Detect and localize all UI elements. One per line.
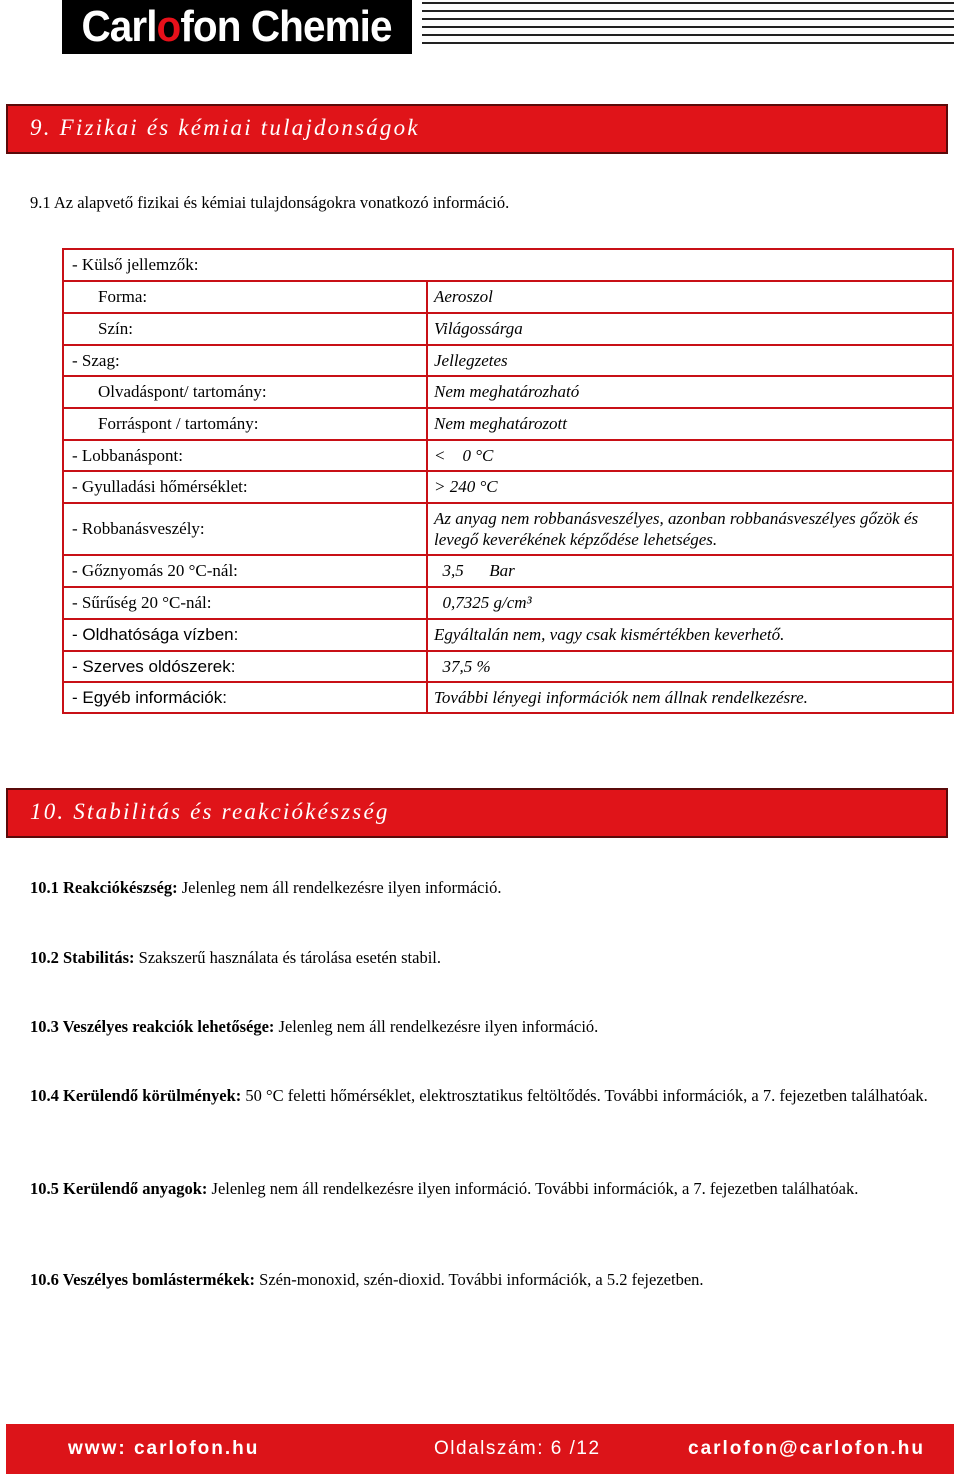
row-value: Az anyag nem robbanásveszélyes, azonban robbanásveszélyes gőzök és levegő keverékének képződése lehetséges. — [434, 509, 919, 549]
row-value: További lényegi információk nem állnak rendelkezésre. — [434, 688, 808, 707]
section-9-header — [6, 104, 948, 154]
row-label: Olvadáspont/ tartomány: — [98, 382, 267, 401]
row-value: < 0 °C — [434, 446, 494, 465]
row-label: - Szerves oldószerek: — [72, 657, 236, 676]
footer — [6, 1424, 954, 1474]
row-label: - Oldhatósága vízben: — [72, 625, 239, 644]
table-row — [64, 556, 952, 588]
row-label: Szín: — [98, 319, 133, 338]
section-9-title: 9. Fizikai és kémiai tulajdonságok — [30, 115, 420, 140]
table-row — [64, 377, 952, 409]
section-10-header — [6, 788, 948, 838]
section-10-title: 10. Stabilitás és reakciókészség — [30, 799, 390, 824]
table-row — [64, 620, 952, 652]
paragraph-10-2: 10.2 Stabilitás: Szakszerű használata és tárolása esetén stabil. — [30, 948, 442, 967]
row-value: > 240 °C — [434, 477, 498, 496]
row-value: Nem meghatározott — [434, 414, 568, 433]
row-value: 0,7325 g/cm³ — [434, 593, 532, 612]
header — [0, 0, 960, 56]
row-label: - Szag: — [72, 351, 120, 370]
footer-page-number: Oldalszám: 6 /12 — [434, 1438, 601, 1459]
table-row — [64, 683, 952, 712]
row-label: - Külső jellemzők: — [72, 255, 199, 274]
row-label: - Lobbanáspont: — [72, 446, 183, 465]
table-row — [64, 652, 952, 683]
row-value: Jellegzetes — [434, 351, 508, 370]
row-value: Egyáltalán nem, vagy csak kismértékben keverhető. — [434, 625, 785, 644]
row-label: - Egyéb információk: — [72, 688, 227, 707]
logo-text: Carlofon Chemie — [81, 2, 393, 51]
table-row — [64, 314, 952, 346]
table-row — [64, 588, 952, 620]
row-value: 37,5 % — [434, 657, 491, 676]
paragraph-10-3: 10.3 Veszélyes reakciók lehetősége: Jelenleg nem áll rendelkezésre ilyen információ. — [30, 1017, 599, 1036]
footer-website-link[interactable]: www: carlofon.hu — [68, 1438, 260, 1459]
row-label: Forma: — [98, 287, 148, 306]
table-row — [64, 346, 952, 377]
table-row — [64, 282, 952, 314]
row-label: - Sűrűség 20 °C-nál: — [72, 593, 212, 612]
paragraph-10-6: 10.6 Veszélyes bomlástermékek: Szén-monoxid, szén-dioxid. További információk, a 5.2 fejezetben. — [30, 1270, 704, 1289]
table-row — [64, 472, 952, 504]
row-label: - Gőznyomás 20 °C-nál: — [72, 561, 238, 580]
row-label: - Robbanásveszély: — [72, 519, 205, 538]
table-row — [64, 441, 952, 472]
row-label: Forráspont / tartomány: — [98, 414, 259, 433]
section-9-subheading: 9.1 Az alapvető fizikai és kémiai tulajdonságokra vonatkozó információ. — [30, 193, 510, 212]
row-value: Aeroszol — [434, 287, 493, 306]
properties-table — [62, 248, 954, 714]
row-label: - Gyulladási hőmérséklet: — [72, 477, 248, 496]
row-value: Nem meghatározható — [434, 382, 580, 401]
table-row — [64, 504, 952, 556]
logo-stripes — [422, 2, 954, 46]
company-logo — [62, 0, 412, 54]
row-value: 3,5 Bar — [434, 561, 515, 580]
table-row — [64, 409, 952, 441]
table-row — [64, 250, 952, 282]
paragraph-10-5: 10.5 Kerülendő anyagok: Jelenleg nem áll rendelkezésre ilyen információ. További információk, a 7. fejezetben találhatóak. — [30, 1179, 859, 1198]
paragraph-10-1: 10.1 Reakciókészség: Jelenleg nem áll rendelkezésre ilyen információ. — [30, 878, 502, 897]
footer-email-link[interactable]: carlofon@carlofon.hu — [688, 1438, 925, 1459]
paragraph-10-4: 10.4 Kerülendő körülmények: 50 °C feletti hőmérséklet, elektrosztatikus feltöltődés. További információk, a 7. fejezetben találhatóak. — [30, 1086, 928, 1105]
row-value: Világossárga — [434, 319, 523, 338]
